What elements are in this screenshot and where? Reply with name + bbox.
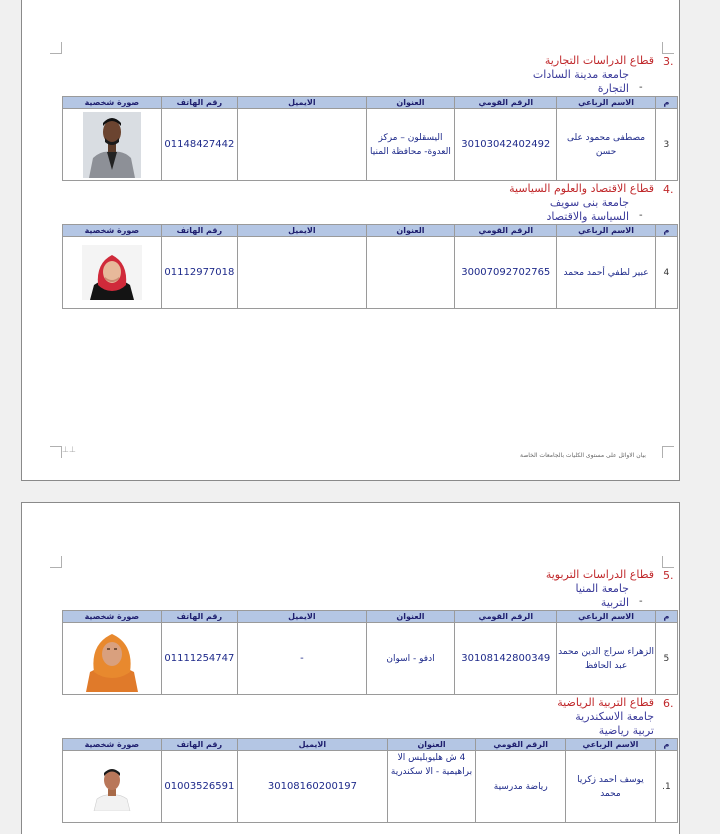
cell-address: 4 ش هليوبليس الا براهيمية - الا سكندرية: [387, 751, 476, 823]
header-national-id: الرقم القومي: [455, 97, 557, 109]
university-name: جامعة المنيا: [575, 582, 629, 595]
list-dash: -: [639, 210, 643, 221]
cell-name: الزهراء سراج الدين محمد عبد الحافظ: [557, 623, 656, 695]
student-table: [62, 610, 678, 695]
margin-corner-mark: [662, 446, 674, 458]
header-email: الايميل: [238, 97, 367, 109]
header-address: العنوان: [366, 225, 455, 237]
header-email: الايميل: [238, 739, 388, 751]
cell-address: [366, 237, 455, 309]
cell-national-id: 30103042402492: [455, 109, 557, 181]
profile-photo: [90, 763, 134, 811]
cell-national-id: رياضة مدرسية: [476, 751, 566, 823]
student-table: [62, 96, 678, 181]
cell-address: ادفو - اسوان: [366, 623, 455, 695]
header-name: الاسم الرباعي: [566, 739, 656, 751]
faculty-name: التربية: [600, 596, 629, 609]
table-header-row: [63, 97, 678, 109]
cell-name: عبير لطفي أحمد محمد: [557, 237, 656, 309]
sector-title: قطاع الدراسات التربوية: [545, 568, 654, 581]
university-name: جامعة بنى سويف: [549, 196, 629, 209]
profile-photo: [83, 112, 141, 178]
cell-photo: [63, 751, 162, 823]
header-serial: م: [655, 225, 677, 237]
profile-photo: [82, 245, 142, 300]
faculty-name: تربية رياضية: [598, 724, 654, 737]
cell-national-id: 30007092702765: [455, 237, 557, 309]
header-address: العنوان: [366, 611, 455, 623]
cell-email: 30108160200197: [238, 751, 388, 823]
cell-photo: [63, 109, 162, 181]
section-number: 5.: [663, 569, 674, 582]
cell-address: اليسقلون – مركز العدوة- محافظة المنيا: [366, 109, 455, 181]
header-name: الاسم الرباعي: [557, 97, 656, 109]
list-dash: -: [639, 596, 643, 607]
table-row: [63, 109, 678, 181]
section-number: 3.: [663, 55, 674, 68]
cell-email: -: [238, 623, 367, 695]
section-number: 6.: [663, 697, 674, 710]
cell-phone: 01148427442: [161, 109, 237, 181]
header-serial: م: [655, 739, 677, 751]
cell-phone: 01112977018: [161, 237, 237, 309]
cell-serial: 3: [655, 109, 677, 181]
table-header-row: [63, 739, 678, 751]
table-row: [63, 237, 678, 309]
header-national-id: الرقم القومي: [476, 739, 566, 751]
page-footer: بيان الاوائل على مستوى الكليات بالجامعات الخاصة: [520, 452, 646, 459]
header-national-id: الرقم القومي: [455, 225, 557, 237]
sector-title: قطاع الاقتصاد والعلوم السياسية: [509, 182, 654, 195]
header-photo: صورة شخصية: [63, 225, 162, 237]
cell-serial: 4: [655, 237, 677, 309]
header-photo: صورة شخصية: [63, 97, 162, 109]
header-serial: م: [655, 97, 677, 109]
header-photo: صورة شخصية: [63, 611, 162, 623]
header-national-id: الرقم القومي: [455, 611, 557, 623]
table-row: [63, 751, 678, 823]
student-table: [62, 224, 678, 309]
header-phone: رقم الهاتف: [161, 611, 237, 623]
cell-photo: [63, 237, 162, 309]
cell-serial: 5: [655, 623, 677, 695]
list-dash: -: [639, 82, 643, 93]
sector-title: قطاع الدراسات التجارية: [544, 54, 654, 67]
header-phone: رقم الهاتف: [161, 97, 237, 109]
cell-phone: 01111254747: [161, 623, 237, 695]
header-name: الاسم الرباعي: [557, 611, 656, 623]
cell-photo: [63, 623, 162, 695]
margin-corner-mark: [662, 42, 674, 54]
sector-title: قطاع التربية الرياضية: [557, 696, 654, 709]
footer-mark: ⊥⊥: [62, 445, 76, 454]
cell-serial: 1.: [655, 751, 677, 823]
cell-email: [238, 237, 367, 309]
header-photo: صورة شخصية: [63, 739, 162, 751]
cell-name: يوسف احمد زكريا محمد: [566, 751, 656, 823]
student-table: [62, 738, 678, 823]
table-row: [63, 623, 678, 695]
header-phone: رقم الهاتف: [161, 739, 237, 751]
document-page-1: [21, 0, 680, 481]
cell-email: [238, 109, 367, 181]
cell-name: مصطفى محمود على حسن: [557, 109, 656, 181]
header-serial: م: [655, 611, 677, 623]
margin-corner-mark: [50, 556, 62, 568]
profile-photo: [80, 626, 144, 692]
header-phone: رقم الهاتف: [161, 225, 237, 237]
header-email: الايميل: [238, 225, 367, 237]
margin-corner-mark: [662, 556, 674, 568]
cell-phone: 01003526591: [161, 751, 237, 823]
margin-corner-mark: [50, 446, 62, 458]
cell-national-id: 30108142800349: [455, 623, 557, 695]
faculty-name: السياسة والاقتصاد: [546, 210, 629, 223]
header-email: الايميل: [238, 611, 367, 623]
header-address: العنوان: [366, 97, 455, 109]
table-header-row: [63, 225, 678, 237]
header-name: الاسم الرباعي: [557, 225, 656, 237]
faculty-name: التجارة: [597, 82, 629, 95]
university-name: جامعة الاسكندرية: [575, 710, 654, 723]
university-name: جامعة مدينة السادات: [532, 68, 629, 81]
header-address: العنوان: [387, 739, 476, 751]
document-page-2: [21, 502, 680, 834]
margin-corner-mark: [50, 42, 62, 54]
section-number: 4.: [663, 183, 674, 196]
table-header-row: [63, 611, 678, 623]
